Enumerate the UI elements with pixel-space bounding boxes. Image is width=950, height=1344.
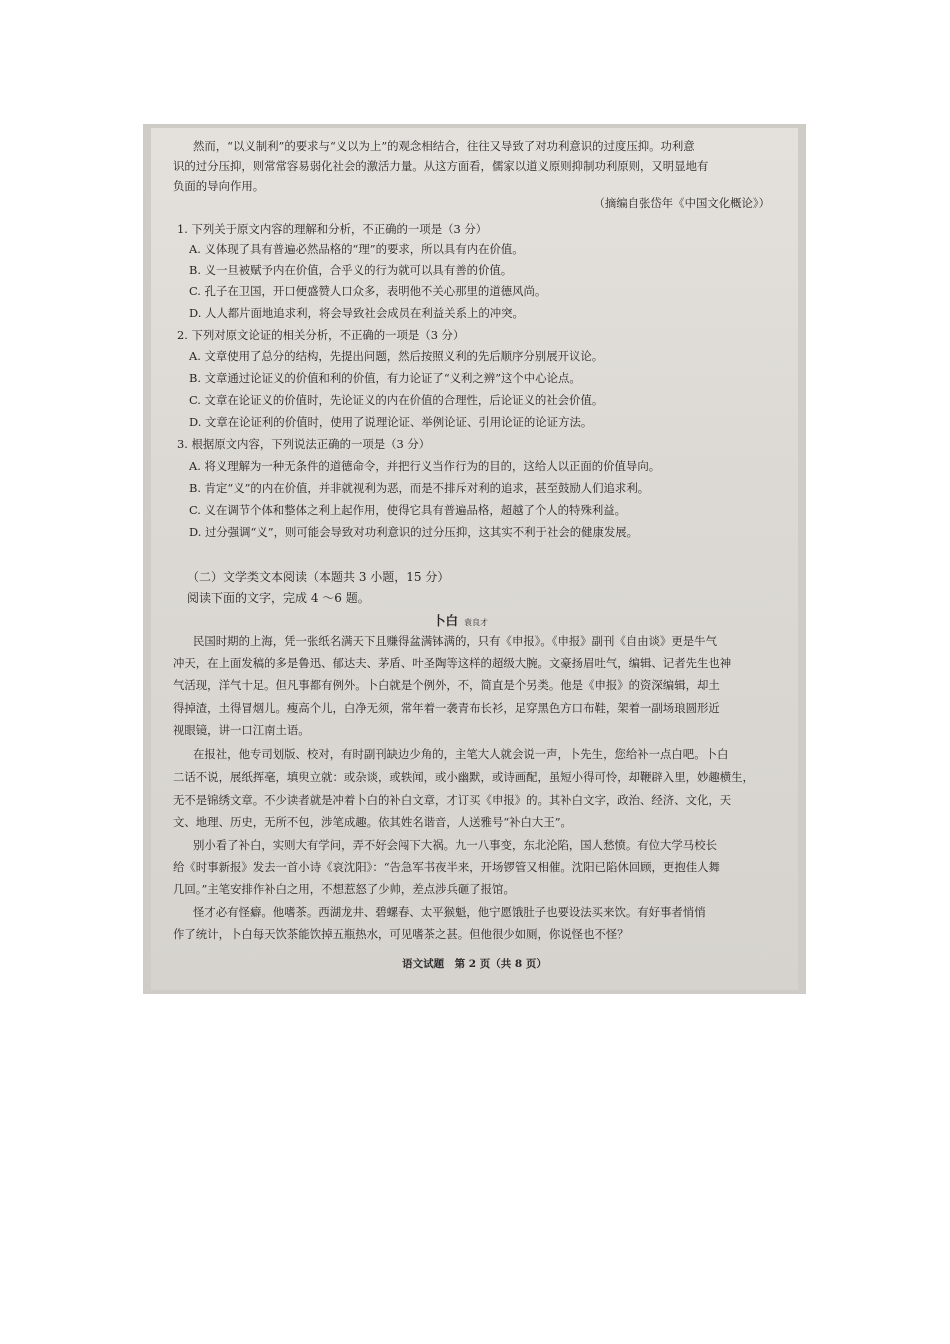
story-line: 别小看了补白，实则大有学问，弄不好会闯下大祸。九一八事变，东北沦陷，国人愁愤。有位大学马校长 <box>193 838 717 852</box>
story-title-text: 卜白 <box>433 613 459 628</box>
option-c: C. 文章在论证义的价值时，先论证义的内在价值的合理性，后论证义的社会价值。 <box>189 393 604 407</box>
scanned-photo <box>143 124 806 994</box>
story-line: 怪才必有怪癖。他嗜茶。西湖龙井、碧螺春、太平猴魁，他宁愿饿肚子也要设法买来饮。有好事者悄悄 <box>193 905 706 919</box>
question-stem: 1. 下列关于原文内容的理解和分析，不正确的一项是（3 分） <box>177 222 488 236</box>
option-b: B. 文章通过论证义的价值和利的价值，有力论证了“义利之辨”这个中心论点。 <box>189 371 581 385</box>
story-line: 无不是锦绣文章。不少读者就是冲着卜白的补白文章，才订买《申报》的。其补白文字，政治、经济、文化，天 <box>173 793 732 807</box>
option-c: C. 义在调节个体和整体之利上起作用，使得它具有普遍品格，超越了个人的特殊利益。 <box>189 503 627 517</box>
story-line: 给《时事新报》发去一首小诗《哀沈阳》：“告急军书夜半来，开场锣管又相催。沈阳已陷休回顾，更抱佳人舞 <box>173 860 720 874</box>
option-a: A. 将义理解为一种无条件的道德命令，并把行义当作行为的目的，这给人以正面的价值导向。 <box>189 459 661 473</box>
question-stem: 2. 下列对原文论证的相关分析，不正确的一项是（3 分） <box>177 328 465 342</box>
option-d: D. 文章在论证利的价值时，使用了说理论证、举例论证、引用论证的论证方法。 <box>189 415 593 429</box>
story-line: 民国时期的上海，凭一张纸名满天下且赚得盆满钵满的，只有《申报》。《申报》副刊《自由谈》更是牛气 <box>193 634 717 648</box>
question-stem: 3. 根据原文内容，下列说法正确的一项是（3 分） <box>177 437 431 451</box>
page-footer: 语文试题 第 2 页（共 8 页） <box>402 958 547 970</box>
story-line: 作了统计，卜白每天饮茶能饮掉五瓶热水，可见嗜茶之甚。但他很少如厕，你说怪也不怪？ <box>173 927 629 941</box>
story-line: 在报社，他专司划版、校对，有时副刊缺边少角的，主笔大人就会说一声，卜先生，您给补一点白吧。卜白 <box>193 747 729 761</box>
story-line: 气活现，洋气十足。但凡事都有例外。卜白就是个例外，不，简直是个另类。他是《申报》的资深编辑，却土 <box>173 678 720 692</box>
option-c: C. 孔子在卫国，开口便盛赞人口众多，表明他不关心那里的道德风尚。 <box>189 284 547 298</box>
story-title <box>433 613 782 631</box>
exam-page <box>151 128 798 990</box>
option-d: D. 过分强调“义”，则可能会导致对功利意识的过分压抑，这其实不利于社会的健康发展。 <box>189 525 639 539</box>
story-line: 文、地理、历史，无所不包，涉笔成趣。依其姓名谐音，人送雅号“补白大王”。 <box>173 815 572 829</box>
passage-line: 负面的导向作用。 <box>173 179 265 193</box>
story-line: 二话不说，展纸挥毫，填臾立就：或杂谈，或轶闻，或小幽默，或诗画配，虽短小得可怜，却鞭辟入里，妙趣横生， <box>173 770 754 784</box>
option-a: A. 文章使用了总分的结构，先提出问题，然后按照义利的先后顺序分别展开议论。 <box>189 349 604 363</box>
option-a: A. 义体现了具有普遍必然品格的“理”的要求，所以具有内在价值。 <box>189 242 524 256</box>
section-heading: （二）文学类文本阅读（本题共 3 小题，15 分） <box>187 570 450 584</box>
section-instruction: 阅读下面的文字，完成 4 ～6 题。 <box>187 591 370 605</box>
story-line: 冲天，在上面发稿的多是鲁迅、郁达夫、茅盾、叶圣陶等这样的超级大腕。文豪扬眉吐气，编辑、记者先生也神 <box>173 656 732 670</box>
story-line: 视眼镜，讲一口江南土语。 <box>173 723 310 737</box>
option-b: B. 义一旦被赋予内在价值，合乎义的行为就可以具有善的价值。 <box>189 263 513 277</box>
source-citation: （摘编自张岱年《中国文化概论》） <box>593 196 770 210</box>
option-d: D. 人人都片面地追求利，将会导致社会成员在利益关系上的冲突。 <box>189 306 524 320</box>
passage-line: 然而，“以义制利”的要求与“义以为上”的观念相结合，往往又导致了对功利意识的过度压抑。功利意 <box>193 139 695 153</box>
story-line: 几回。”主笔安排作补白之用，不想惹怒了少帅，差点涉兵砸了报馆。 <box>173 882 515 896</box>
story-line: 得掉渣，土得冒烟儿。瘦高个儿，白净无须，常年着一袭青布长衫，足穿黑色方口布鞋，架着一副场琅圆形近 <box>173 701 720 715</box>
option-b: B. 肯定“义”的内在价值，并非就视利为恶，而是不排斥对利的追求，甚至鼓励人们追求利。 <box>189 481 650 495</box>
story-author: 袁良才 <box>464 618 489 627</box>
passage-line: 识的过分压抑，则常常容易弱化社会的激活力量。从这方面看，儒家以道义原则抑制功利原则，又明显地有 <box>173 159 709 173</box>
